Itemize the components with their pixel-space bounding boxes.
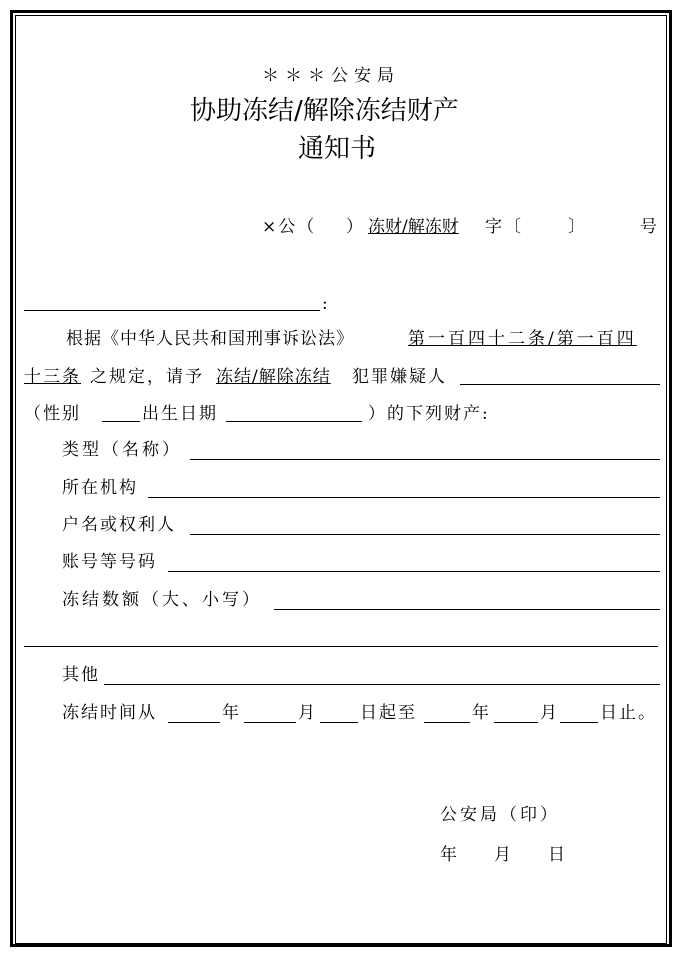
addressee-colon: : [322, 294, 330, 314]
end-year-label: 年 [472, 703, 491, 723]
start-month-label: 月 [298, 703, 317, 723]
agency-name: ＊＊＊公安局 [262, 66, 400, 86]
period-from-label: 冻结时间从 [62, 703, 157, 723]
doc-number-hao: 号 [640, 217, 659, 237]
gender-label: （性别 [24, 404, 81, 424]
doc-number-close-paren: ） [346, 217, 365, 237]
institution-label: 所在机构 [62, 478, 138, 498]
start-year-line [168, 722, 220, 723]
type-name-label: 类型（名称） [62, 440, 182, 460]
signature-month: 月 [494, 845, 513, 865]
document-title: 协助冻结/解除冻结财产 [190, 96, 459, 126]
account-holder-label: 户名或权利人 [62, 515, 176, 535]
doc-number-prefix: ×公（ [262, 217, 317, 237]
other-label: 其他 [62, 665, 100, 685]
end-day-line [560, 722, 598, 723]
suspect-line [460, 384, 660, 385]
bureau-seal: 公安局（印） [440, 805, 560, 825]
account-holder-line [190, 534, 660, 535]
type-name-line [190, 459, 660, 460]
regulation-text: 之规定，请予 [90, 367, 204, 387]
birth-line [226, 421, 362, 422]
amount-continuation-line [24, 646, 658, 647]
end-day-label: 日止。 [600, 703, 657, 723]
property-label: ）的下列财产: [368, 404, 490, 424]
freeze-action: 冻结/解除冻结 [216, 367, 331, 387]
start-month-line [244, 722, 296, 723]
signature-year: 年 [440, 845, 459, 865]
doc-number-bracket-close: 〕 [568, 217, 587, 237]
institution-line [148, 497, 660, 498]
start-year-label: 年 [222, 703, 241, 723]
start-day-label: 日起至 [360, 703, 417, 723]
articles-part1: 第一百四十二条/第一百四 [408, 329, 637, 349]
law-reference: 根据《中华人民共和国刑事诉讼法》 [66, 329, 354, 349]
account-number-label: 账号等号码 [62, 552, 157, 572]
doc-number-kind: 冻财/解冻财 [368, 217, 459, 237]
end-year-line [424, 722, 470, 723]
signature-day: 日 [548, 845, 567, 865]
start-day-line [320, 722, 358, 723]
document-title-line2: 通知书 [298, 134, 377, 164]
birth-label: 出生日期 [142, 404, 218, 424]
addressee-line [24, 310, 320, 311]
amount-line [274, 609, 660, 610]
other-line [104, 684, 660, 685]
end-month-label: 月 [540, 703, 559, 723]
account-number-line [168, 571, 660, 572]
suspect-label: 犯罪嫌疑人 [352, 367, 447, 387]
doc-number-zi: 字〔 [485, 217, 523, 237]
amount-label: 冻结数额（大、小写） [62, 590, 262, 610]
end-month-line [494, 722, 538, 723]
gender-line [102, 421, 140, 422]
articles-part2: 十三条 [24, 367, 81, 387]
